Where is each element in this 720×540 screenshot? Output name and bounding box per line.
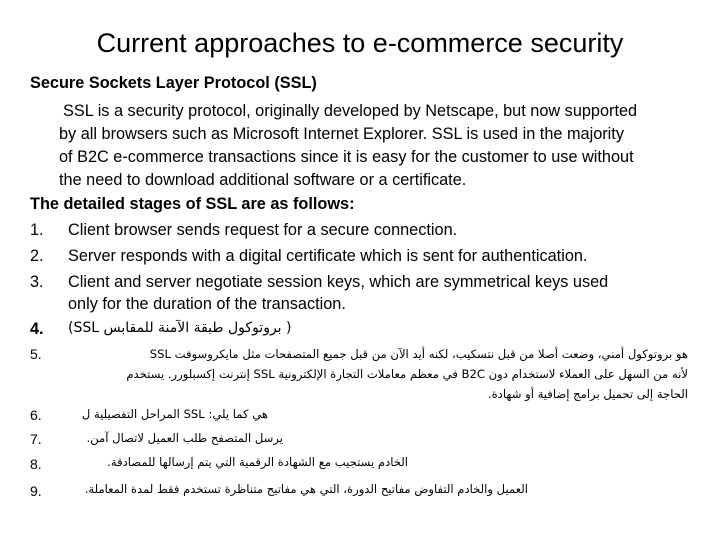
slide-title: Current approaches to e-commerce security: [96, 28, 624, 58]
arabic-item-number: 5.: [30, 346, 42, 362]
arabic-item-line: العميل والخادم التفاوض مفاتيح الدورة، التي هي مفاتيح متناظرة تستخدم فقط لمدة المعاملة.: [84, 482, 528, 496]
arabic-item-line: الخادم يستجيب مع الشهادة الرقمية التي يتم إرسالها للمصادقة.: [107, 455, 408, 469]
arabic-item-line: هو بروتوكول أمني، وضعت أصلا من قبل نتسكيب، لكنه أيد الآن من قبل جميع المتصفحات مثل مايكروسوفت SSL: [149, 347, 688, 361]
arabic-item-number: 4.: [30, 320, 44, 338]
arabic-item-line: ( بروتوكول طبقة الآمنة للمقابس SSL): [68, 320, 292, 336]
step-number: 2.: [30, 247, 44, 265]
ssl-heading: Secure Sockets Layer Protocol (SSL): [30, 74, 317, 92]
ssl-paragraph-line: by all browsers such as Microsoft Internet Explorer. SSL is used in the majority: [59, 125, 624, 143]
step-text: Client browser sends request for a secure connection.: [68, 221, 458, 239]
arabic-item-line: هي كما يلي: SSL المراحل التفصيلية ل: [81, 407, 268, 421]
arabic-item-line: لأنه من السهل على العملاء لاستخدام دون B2C في معظم معاملات التجارة الإلكترونية SSL إنترنت إكسبلورر. يستخدم: [126, 367, 688, 381]
arabic-item-number: 8.: [30, 456, 42, 472]
ssl-paragraph-line: the need to download additional software or a certificate.: [59, 171, 467, 189]
arabic-item-number: 6.: [30, 407, 42, 423]
stages-heading: The detailed stages of SSL are as follows:: [30, 195, 355, 213]
arabic-item-number: 7.: [30, 431, 42, 447]
arabic-item-line: الحاجة إلى تحميل برامج إضافية أو شهادة.: [487, 387, 688, 401]
arabic-item-line: يرسل المتصفح طلب العميل لاتصال آمن.: [86, 431, 283, 445]
arabic-item-number: 9.: [30, 483, 42, 499]
step-number: 1.: [30, 221, 44, 239]
step-number: 3.: [30, 273, 44, 291]
ssl-paragraph-line: of B2C e-commerce transactions since it is easy for the customer to use without: [59, 148, 634, 166]
step-text: Client and server negotiate session keys, which are symmetrical keys used: [68, 273, 609, 291]
step-text-continuation: only for the duration of the transaction.: [68, 295, 346, 313]
ssl-paragraph-line: SSL is a security protocol, originally developed by Netscape, but now supported: [63, 102, 638, 120]
step-text: Server responds with a digital certificate which is sent for authentication.: [68, 247, 588, 265]
